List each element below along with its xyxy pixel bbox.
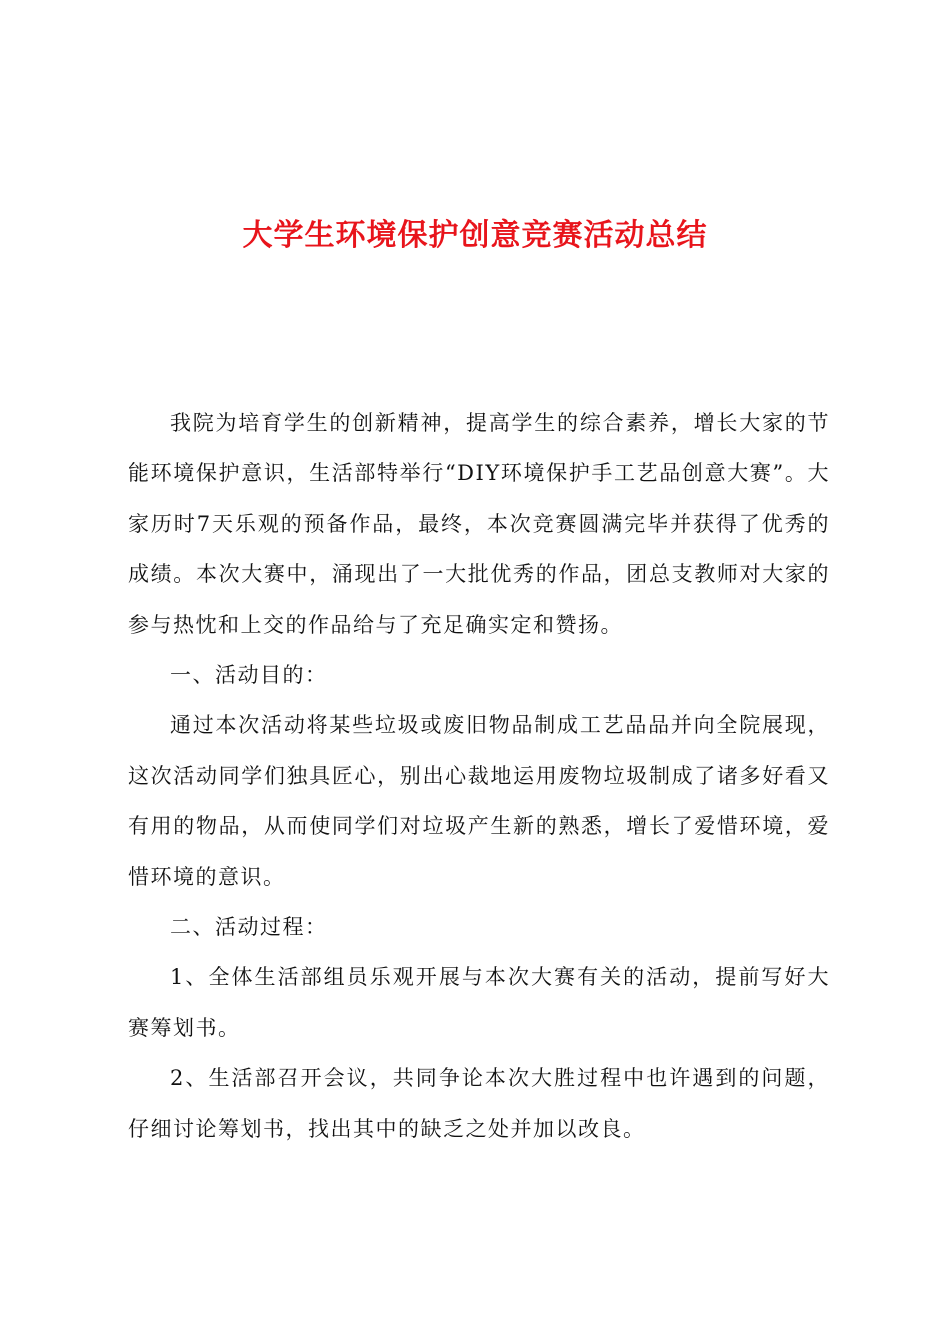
process-item-2: 2、生活部召开会议，共同争论本次大胜过程中也许遇到的问题，仔细讨论筹划书，找出其中的缺乏之处并加以改良。 bbox=[128, 1066, 830, 1141]
document-body bbox=[128, 398, 830, 1154]
section-heading-purpose: 一、活动目的： bbox=[170, 663, 328, 688]
document-title: 大学生环境保护创意竞赛活动总结 bbox=[242, 218, 708, 253]
purpose-paragraph: 通过本次活动将某些垃圾或废旧物品制成工艺品品并向全院展现，这次活动同学们独具匠心，别出心裁地运用废物垃圾制成了诸多好看又有用的物品，从而使同学们对垃圾产生新的熟悉，增长了爱惜环境，爱惜环境的意识。 bbox=[128, 713, 830, 889]
section-heading-process: 二、活动过程： bbox=[170, 915, 328, 940]
process-item-1: 1、全体生活部组员乐观开展与本次大赛有关的活动，提前写好大赛筹划书。 bbox=[128, 965, 830, 1040]
intro-paragraph: 我院为培育学生的创新精神，提高学生的综合素养，增长大家的节能环境保护意识，生活部特举行“DIY环境保护手工艺品创意大赛”。大家历时7天乐观的预备作品，最终，本次竞赛圆满完毕并获得了优秀的成绩。本次大赛中，涌现出了一大批优秀的作品，团总支教师对大家的参与热忱和上交的作品给与了充足确实定和赞扬。 bbox=[128, 411, 830, 637]
